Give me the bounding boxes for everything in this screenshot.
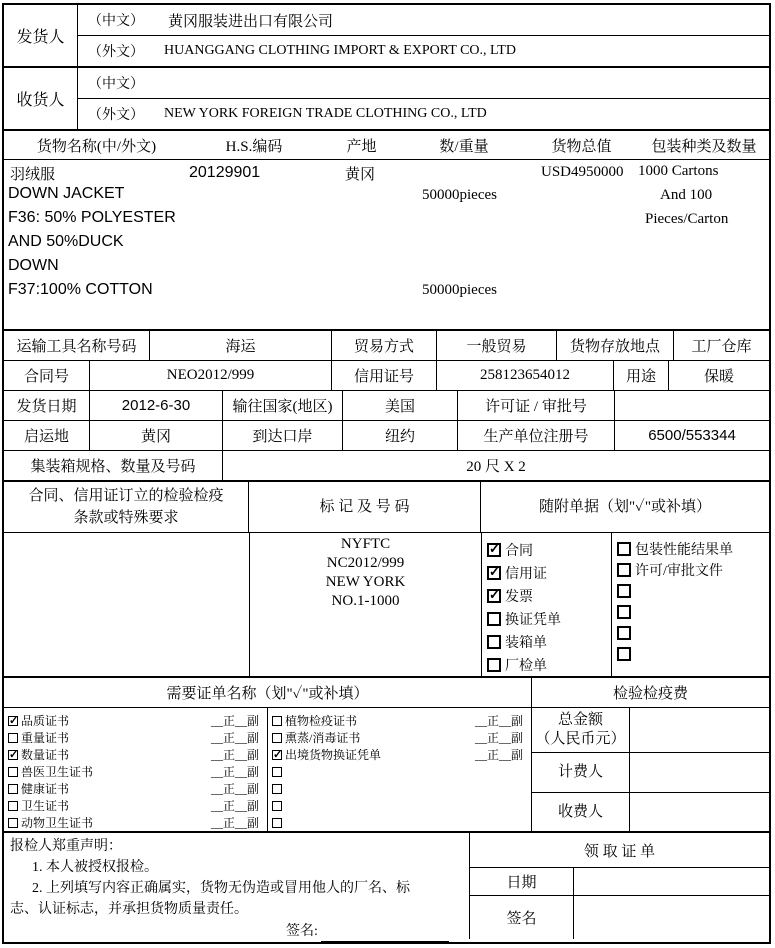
consignee-section: [4, 68, 769, 131]
cert-weight: 重量证书 __正__副: [8, 729, 259, 746]
goods-table-body: [4, 160, 769, 331]
use-label: 用途: [614, 361, 669, 390]
pickup-sign-row: [470, 896, 769, 939]
cert-quality: ✓ 品质证书 __正__副: [8, 712, 259, 729]
departure-row: [4, 421, 769, 451]
contract-row: [4, 361, 769, 391]
declaration-text: [4, 833, 470, 939]
fee-section: [532, 708, 769, 831]
checkbox-icon[interactable]: [617, 647, 631, 661]
consignee-en-value: NEW YORK FOREIGN TRADE CLOTHING CO., LTD: [164, 106, 487, 121]
pickup-date-row: [470, 868, 769, 896]
cert-blank: [272, 814, 523, 831]
checkbox-icon[interactable]: [617, 584, 631, 598]
cert-quantity: ✓ 数量证书 __正__副: [8, 746, 259, 763]
transport-means-label: 运输工具名称号码: [4, 331, 150, 360]
cert-sanitary: 卫生证书 __正__副: [8, 797, 259, 814]
consignee-label: 收货人: [4, 68, 78, 129]
checkbox-checked-icon[interactable]: [272, 750, 282, 760]
ship-date-value: 2012-6-30: [90, 391, 223, 420]
cn-tag: （中文）: [88, 77, 144, 92]
lc-no-value: 258123654012: [437, 361, 614, 390]
checkbox-icon[interactable]: [617, 563, 631, 577]
declaration-line-1: 1. 本人被授权报检。: [32, 860, 158, 875]
consignor-cn-value: 黄冈服装进出口有限公司: [168, 13, 334, 30]
producer-reg-label: 生产单位注册号: [458, 421, 615, 450]
cert-veterinary: 兽医卫生证书 __正__副: [8, 763, 259, 780]
goods-spec-line: DOWN: [8, 257, 59, 274]
transport-means-value: 海运: [150, 331, 332, 360]
en-tag: （外文）: [88, 108, 144, 123]
departure-value: 黄冈: [90, 421, 223, 450]
pickup-date-label: 日期: [470, 868, 574, 895]
storage-place-value: 工厂仓库: [691, 339, 752, 355]
goods-spec-line: F37:100% COTTON: [8, 281, 153, 298]
cert-animal-health: 动物卫生证书 __正__副: [8, 814, 259, 831]
marks-line: NO.1-1000: [331, 593, 400, 609]
declarant-signature-row: [286, 921, 463, 942]
marks-line: NYFTC: [340, 536, 391, 552]
col-packing: 包装种类及数量: [651, 138, 757, 155]
cert-plant-quarantine: 植物检疫证书 __正__副: [272, 712, 523, 729]
doc-item-blank: [617, 643, 769, 664]
checkbox-icon[interactable]: [272, 767, 282, 777]
pickup-sign-value: [574, 896, 769, 939]
checkbox-icon[interactable]: [8, 801, 18, 811]
storage-place-label: 货物存放地点: [557, 331, 674, 360]
certificates-header-row: [4, 678, 769, 708]
packing-line: 1000 Cartons: [638, 163, 719, 179]
shipping-date-row: [4, 391, 769, 421]
origin-value: 黄冈: [345, 167, 376, 183]
checkbox-icon[interactable]: [487, 658, 501, 672]
trade-mode-value: 一般贸易: [437, 331, 557, 360]
col-origin: 产地: [346, 138, 377, 155]
cert-blank: [272, 797, 523, 814]
checkbox-checked-icon[interactable]: [487, 543, 501, 557]
cert-fumigation: 熏蒸/消毒证书 __正__副: [272, 729, 523, 746]
inspection-declaration-form: [2, 3, 771, 944]
fee-collector-value: [630, 793, 769, 831]
doc-item-voucher: 换证凭单: [487, 607, 611, 630]
attached-docs-header: 随附单据（划"✓"或补填）: [539, 499, 711, 515]
checkbox-icon[interactable]: [8, 784, 18, 794]
certificates-header: 需要证单名称（划"✓"或补填）: [4, 678, 532, 707]
license-no-label: 许可证 / 审批号: [458, 391, 615, 420]
declaration-line-2: 2. 上列填写内容正确属实，货物无伪造或冒用他人的厂名、标: [32, 881, 410, 896]
dest-country-label: 输往国家(地区): [223, 391, 343, 420]
goods-table-header: [4, 131, 769, 160]
checkbox-checked-icon[interactable]: [8, 750, 18, 760]
checkbox-icon[interactable]: [617, 542, 631, 556]
cert-health: 健康证书 __正__副: [8, 780, 259, 797]
cn-tag: （中文）: [88, 14, 144, 29]
fee-total-row: [532, 708, 769, 753]
container-spec-value: 20 尺 X 2: [466, 459, 526, 475]
producer-reg-value: 6500/553344: [648, 427, 736, 444]
checkbox-icon[interactable]: [8, 818, 18, 828]
attached-docs-col2: [612, 533, 769, 676]
doc-item-packing-perf: 包装性能结果单: [617, 538, 769, 559]
attached-docs-col1: [482, 533, 612, 676]
goods-name-cn: 羽绒服: [10, 167, 56, 183]
packing-line: Pieces/Carton: [645, 211, 729, 227]
container-row: [4, 451, 769, 482]
declaration-section: [4, 833, 769, 939]
col-quantity: 数/重量: [439, 138, 489, 155]
clauses-content: [4, 533, 250, 676]
marks-line: NEW YORK: [325, 574, 406, 590]
consignor-en-value: HUANGGANG CLOTHING IMPORT & EXPORT CO., LTD: [164, 43, 516, 58]
certificates-col2: [268, 708, 532, 831]
quantity-value-1: 50000pieces: [422, 187, 497, 203]
consignee-en-row: [78, 99, 769, 129]
quantity-value-2: 50000pieces: [422, 282, 497, 298]
checkbox-icon[interactable]: [617, 626, 631, 640]
fee-biller-row: [532, 753, 769, 793]
ship-date-label: 发货日期: [4, 391, 90, 420]
checkbox-icon[interactable]: [487, 612, 501, 626]
lc-no-label: 信用证号: [332, 361, 437, 390]
checkbox-icon[interactable]: [8, 767, 18, 777]
checkbox-checked-icon[interactable]: [8, 716, 18, 726]
doc-item-blank: [617, 601, 769, 622]
dest-country-value: 美国: [343, 391, 458, 420]
doc-item-license-docs: 许可/审批文件: [617, 559, 769, 580]
en-tag: （外文）: [88, 45, 144, 60]
total-value: USD4950000: [541, 164, 624, 180]
contract-no-value: NEO2012/999: [90, 361, 332, 390]
cert-blank: [272, 763, 523, 780]
checkbox-icon[interactable]: [272, 733, 282, 743]
clauses-header: 合同、信用证订立的检验检疫 条款或特殊要求: [4, 482, 249, 532]
checkbox-icon[interactable]: [487, 635, 501, 649]
pickup-section: [470, 833, 769, 939]
license-no-value: [615, 391, 769, 420]
pickup-date-value: [574, 868, 769, 895]
declaration-line-3: 志、认证标志，并承担货物质量责任。: [10, 902, 248, 917]
col-hs-code: H.S.编码: [225, 138, 283, 155]
consignor-en-row: [78, 36, 769, 66]
fee-collector-label: 收费人: [532, 793, 630, 831]
checkbox-icon[interactable]: [272, 716, 282, 726]
packing-line: And 100: [660, 187, 713, 203]
transport-row: [4, 331, 769, 361]
fee-header: 检验检疫费: [612, 686, 688, 702]
cert-blank: [272, 780, 523, 797]
consignee-cn-row: [78, 68, 769, 99]
doc-item-packing-list: 装箱单: [487, 630, 611, 653]
doc-item-factory-check: 厂检单: [487, 653, 611, 676]
signature-line[interactable]: [321, 928, 449, 942]
marks-content: [250, 533, 482, 676]
doc-item-contract: ✓ 合同: [487, 538, 611, 561]
col-total-value: 货物总值: [551, 138, 612, 155]
trade-mode-label: 贸易方式: [332, 331, 437, 360]
departure-label: 启运地: [4, 421, 90, 450]
certificates-content-row: [4, 708, 769, 833]
consignor-label: 发货人: [4, 5, 78, 66]
col-goods-name: 货物名称(中/外文): [36, 138, 157, 155]
contract-no-label: 合同号: [4, 361, 90, 390]
pickup-header: 领 取 证 单: [470, 833, 769, 868]
use-value: 保暖: [703, 369, 734, 385]
cert-exchange-voucher: ✓ 出境货物换证凭单 __正__副: [272, 746, 523, 763]
goods-name-en: DOWN JACKET: [8, 185, 125, 202]
fee-biller-value: [630, 753, 769, 792]
checkbox-checked-icon[interactable]: [487, 566, 501, 580]
checkbox-icon[interactable]: [272, 818, 282, 828]
fee-total-value: [630, 708, 769, 752]
goods-spec-line: AND 50%DUCK: [8, 233, 124, 250]
signature-label: 签名:: [286, 924, 318, 939]
arrival-port-label: 到达口岸: [223, 421, 343, 450]
hs-code-value: 20129901: [189, 164, 261, 181]
checkbox-icon[interactable]: [272, 801, 282, 811]
checkbox-icon[interactable]: [272, 784, 282, 794]
declaration-title: 报检人郑重声明：: [10, 839, 122, 854]
consignor-cn-row: [78, 5, 769, 36]
fee-collector-row: [532, 793, 769, 831]
attached-docs-content: [482, 533, 769, 676]
doc-item-lc: ✓ 信用证: [487, 561, 611, 584]
container-spec-label: 集装箱规格、数量及号码: [4, 451, 223, 480]
doc-item-invoice: ✓ 发票: [487, 584, 611, 607]
consignor-section: [4, 5, 769, 68]
marks-docs-header-row: [4, 482, 769, 533]
pickup-sign-label: 签名: [470, 896, 574, 939]
marks-header: 标 记 及 号 码: [249, 482, 481, 532]
doc-item-blank: [617, 580, 769, 601]
checkbox-icon[interactable]: [617, 605, 631, 619]
checkbox-icon[interactable]: [8, 733, 18, 743]
arrival-port-value: 纽约: [343, 421, 458, 450]
marks-docs-content-row: [4, 533, 769, 678]
marks-line: NC2012/999: [326, 555, 405, 571]
goods-spec-line: F36: 50% POLYESTER: [8, 209, 176, 226]
certificates-col1: [4, 708, 268, 831]
fee-biller-label: 计费人: [532, 753, 630, 792]
doc-item-blank: [617, 622, 769, 643]
checkbox-checked-icon[interactable]: [487, 589, 501, 603]
fee-total-label: 总金额 （人民币元）: [532, 708, 630, 752]
